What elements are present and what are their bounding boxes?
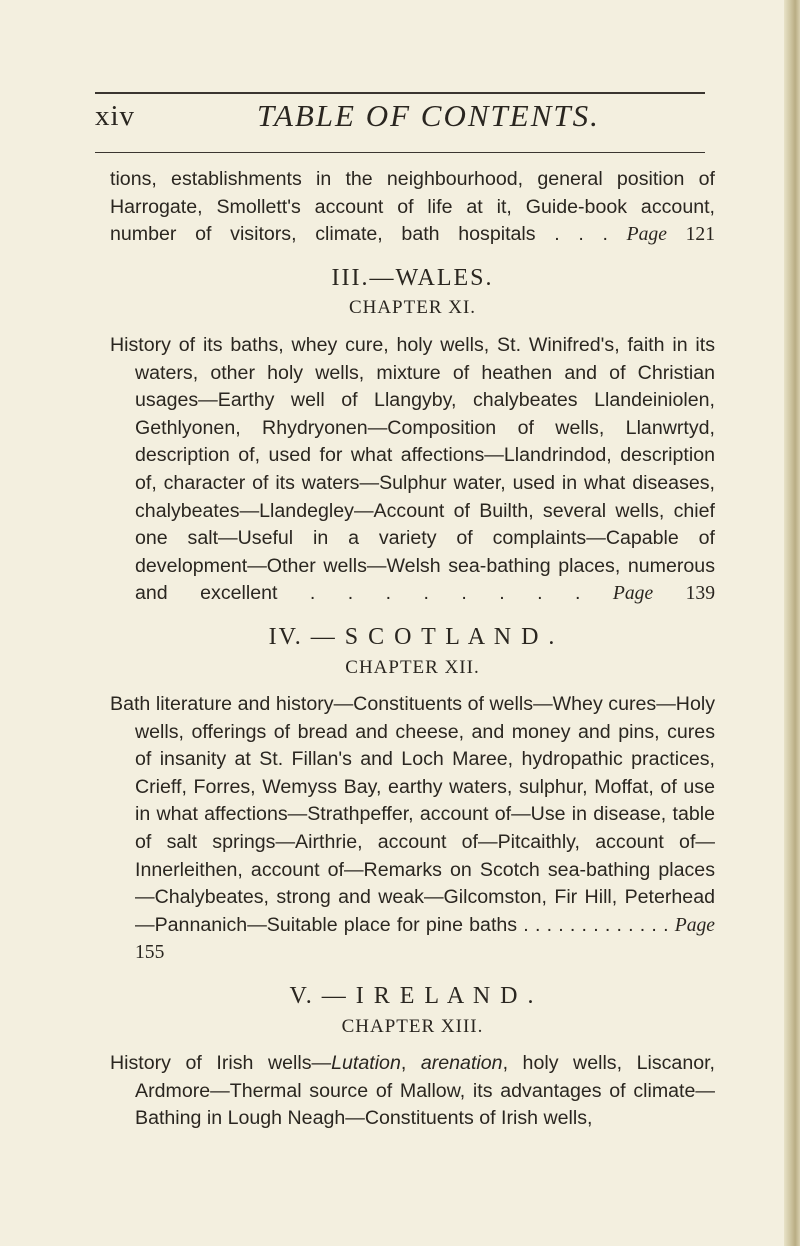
page-reference-number: 139: [685, 583, 715, 605]
entry-text-end: , holy wells, Liscanor, Ardmore—Thermal source of Mallow, its advantages of climate—Bathing in Lough Neagh—Constituents of Irish wells,: [135, 1052, 716, 1130]
header-rule-bottom: [95, 152, 705, 153]
chapter-heading-xiii: CHAPTER XIII.: [341, 1015, 484, 1037]
entry-text-start: History of Irish wells—: [110, 1052, 332, 1075]
page-label: Page: [626, 224, 667, 246]
page-label: Page: [674, 914, 716, 936]
header-rule-top: [95, 92, 705, 94]
running-head: [95, 98, 705, 138]
chapter-heading-xii: CHAPTER XII.: [345, 656, 480, 678]
page-label: Page: [612, 583, 654, 605]
entry-text: Bath literature and history—Constituents of wells—Whey cures—Holy wells, offerings of bread and cheese, and money and pins, cures of insanity at St. Fillan's and Loch Maree, hydropathic practices, Crieff, Forres, Wemyss Bay, earthy waters, sulphur, Moffat, of use in what affections—Strathpeffer, account of—Use in disease, table of salt springs—Airthrie, account of—Pitcaithly, account of—Innerleithen, account of—Remarks on Scotch sea-bathing places—Chalybeates, strong and weak—Gilcomston, Fir Hill, Peterhead—Pannanich—Suitable place for pine baths . . . . . . . . . . . . .: [110, 693, 715, 936]
italic-term-arenation: arenation: [420, 1052, 503, 1075]
part-heading-scotland: IV. — S C O T L A N D .: [268, 623, 557, 650]
entry-text: tions, establishments in the neighbourhood, general position of Harrogate, Smollett's account of life at it, Guide-book account, number of visitors, climate, bath hospitals . . .: [110, 168, 715, 246]
part-heading-wales: III.—WALES.: [331, 264, 494, 291]
chapter-heading-xi: CHAPTER XI.: [348, 297, 477, 319]
page-title: TABLE OF CONTENTS.: [257, 98, 600, 133]
part-heading-ireland: V. — I R E L A N D .: [289, 983, 536, 1010]
page-edge-shadow: [784, 0, 800, 1246]
chapter-entry-xii: [110, 691, 715, 967]
italic-term-lutation: Lutation: [331, 1052, 401, 1075]
page-reference: [627, 223, 715, 245]
entry-separator: ,: [400, 1052, 421, 1075]
chapter-entry-xiii: [110, 1050, 715, 1133]
chapter-entry-xi: [110, 332, 715, 608]
page-reference-number: 155: [135, 942, 165, 964]
page-reference: [613, 582, 715, 604]
continuation-entry: [110, 166, 715, 249]
page-number: xiv: [95, 100, 136, 132]
entry-text: History of its baths, whey cure, holy wells, St. Winifred's, faith in its waters, other holy wells, mixture of heathen and of Christian usages—Earthy well of Llangyby, chalybeates Llandeiniolen, Gethlyonen, Rhydryonen—Composition of wells, Llanwrtyd, description of, used for what affections—Llandrindod, description of, character of its waters—Sulphur water, used in what diseases, chalybeates—Llandegley—Account of Builth, several wells, chief one salt—Useful in a variety of complaints—Capable of development—Other wells—Welsh sea-bathing places, numerous and excellent . . . . . . . .: [110, 333, 715, 605]
page-reference-number: 121: [685, 224, 715, 246]
contents-body: [110, 166, 715, 1133]
